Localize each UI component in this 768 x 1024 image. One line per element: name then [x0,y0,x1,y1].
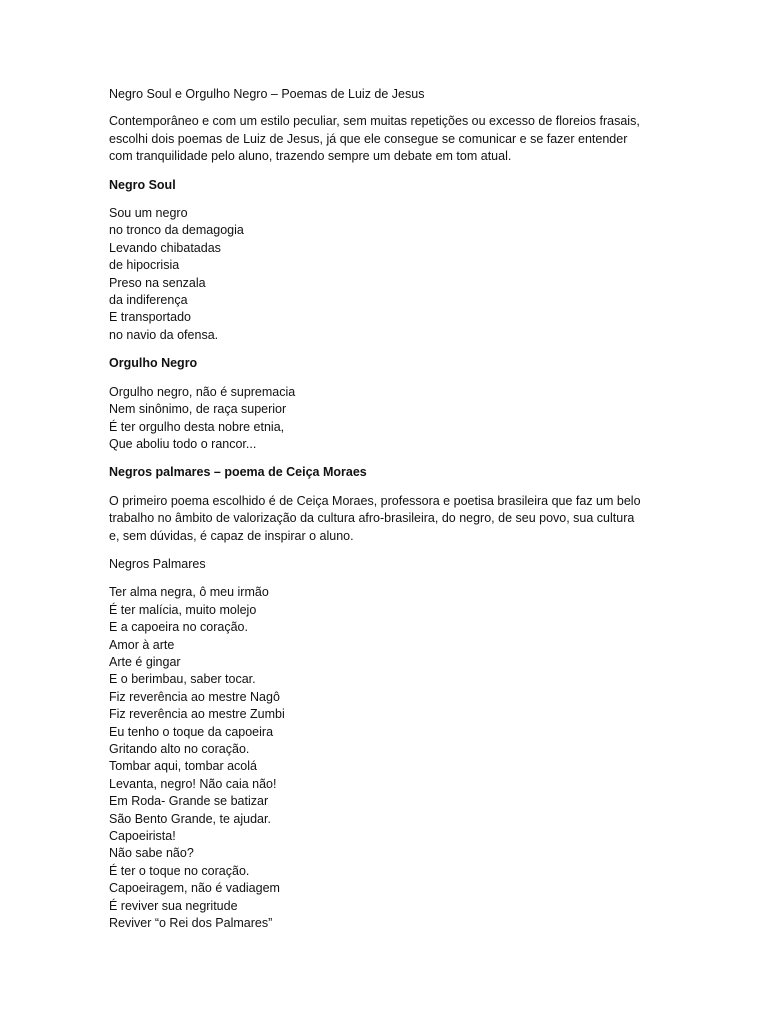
section-line: e, sem dúvidas, é capaz de inspirar o aluno. [109,528,354,543]
poem-line: Reviver “o Rei dos Palmares” [109,916,273,931]
poem-line: de hipocrisia [109,258,180,273]
poem-line: Arte é gingar [109,654,181,669]
document-title: Negro Soul e Orgulho Negro – Poemas de Luiz de Jesus [109,87,425,101]
poem-line: São Bento Grande, te ajudar. [109,811,271,826]
poem-line: Em Roda- Grande se batizar [109,794,269,809]
section-heading-negros-palmares: Negros palmares – poema de Ceiça Moraes [109,465,367,480]
poem-line: Gritando alto no coração. [109,742,250,756]
poem-line: Amor à arte [109,637,175,652]
poem-negro-soul [109,205,669,344]
poem-line: Eu tenho o toque da capoeira [109,724,274,739]
poem-negros-palmares [109,584,669,932]
poem-line: Orgulho negro, não é supremacia [109,384,296,399]
poem-line: É reviver sua negritude [109,898,238,913]
intro-line: Contemporâneo e com um estilo peculiar, sem muitas repetições ou excesso de floreios frasais, [109,114,640,129]
poem-line: Levanta, negro! Não caia não! [109,776,277,791]
document-page [109,86,669,943]
poem-heading-negros-palmares: Negros Palmares [109,556,206,571]
poem-line: E o berimbau, saber tocar. [109,672,256,687]
poem-orgulho-negro [109,384,669,454]
section-line: O primeiro poema escolhido é de Ceiça Moraes, professora e poetisa brasileira que faz um belo [109,493,641,508]
poem-line: Fiz reverência ao mestre Nagô [109,689,280,704]
poem-line: Levando chibatadas [109,240,221,255]
poem-line: E a capoeira no coração. [109,620,248,635]
section-line: trabalho no âmbito de valorização da cultura afro-brasileira, do negro, de seu povo, sua cultura [109,511,635,526]
intro-line: escolhi dois poemas de Luiz de Jesus, já que ele consegue se comunicar e se fazer entender [109,131,628,146]
poem-line: da indiferença [109,293,188,308]
poem-line: Que aboliu todo o rancor... [109,436,257,451]
poem-line: Preso na senzala [109,275,206,290]
poem-line: Não sabe não? [109,846,194,861]
poem-line: Capoeirista! [109,829,176,844]
poem-line: no tronco da demagogia [109,223,244,238]
poem-line: É ter o toque no coração. [109,863,250,878]
poem-line: É ter malícia, muito molejo [109,602,257,617]
poem-line: no navio da ofensa. [109,327,219,342]
poem-line: Capoeiragem, não é vadiagem [109,881,280,896]
poem-heading-orgulho-negro: Orgulho Negro [109,356,198,371]
intro-line: com tranquilidade pelo aluno, trazendo sempre um debate em tom atual. [109,149,512,164]
poem-line: Fiz reverência ao mestre Zumbi [109,707,285,722]
poem-line: Nem sinônimo, de raça superior [109,402,287,417]
poem-line: Ter alma negra, ô meu irmão [109,585,269,600]
poem-line: Sou um negro [109,206,188,221]
poem-heading-negro-soul: Negro Soul [109,177,176,192]
intro-paragraph [109,113,669,165]
poem-line: E transportado [109,310,191,325]
poem-line: É ter orgulho desta nobre etnia, [109,419,285,434]
poem-line: Tombar aqui, tombar acolá [109,759,257,774]
section-paragraph [109,493,669,545]
